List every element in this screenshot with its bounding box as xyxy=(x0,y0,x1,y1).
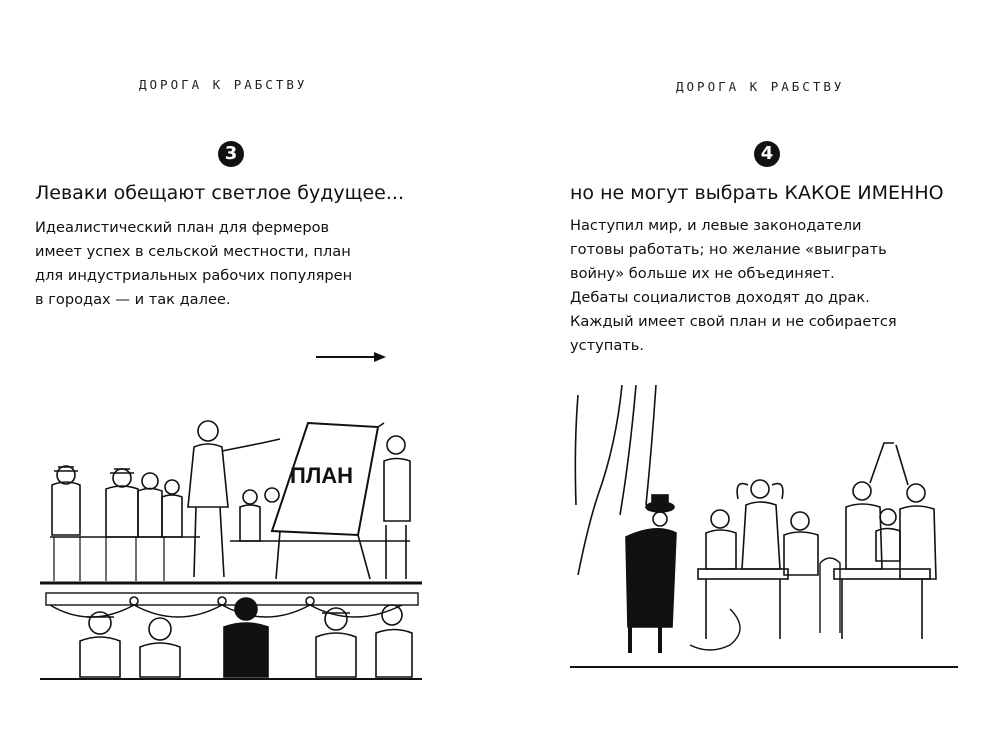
section-number-badge: 3 xyxy=(218,141,244,167)
observer-figure xyxy=(626,495,676,653)
seated-crowd xyxy=(52,466,279,541)
section-heading: Леваки обещают светлое будущее... xyxy=(35,182,404,204)
right-page xyxy=(500,0,1000,751)
running-head: ДОРОГА К РАБСТВУ xyxy=(139,77,308,92)
front-audience xyxy=(80,598,412,677)
rally-illustration xyxy=(40,405,430,680)
right-arrow-icon xyxy=(316,350,386,364)
plan-sign xyxy=(272,423,384,579)
section-number-badge: 4 xyxy=(754,141,780,167)
debate-tables xyxy=(698,569,930,639)
section-body: Идеалистический план для фермеров имеет успех в сельской местности, план для индустриальных рабочих популярен в городах — и так далее. xyxy=(35,219,353,308)
brawl-illustration xyxy=(570,385,962,680)
plan-sign-label: ПЛАН xyxy=(290,463,354,488)
section-heading: но не могут выбрать КАКОЕ ИМЕННО xyxy=(570,182,944,204)
section-body: Наступил мир, и левые законодатели готовы работать; но желание «выиграть войну» больше их не объединяет. Дебаты социалистов доходят до драк. Каждый имеет свой план и не собирается уступать. xyxy=(570,217,897,354)
running-head: ДОРОГА К РАБСТВУ xyxy=(676,79,845,94)
fighting-figures xyxy=(706,443,936,579)
sign-holder-figure xyxy=(384,436,410,579)
